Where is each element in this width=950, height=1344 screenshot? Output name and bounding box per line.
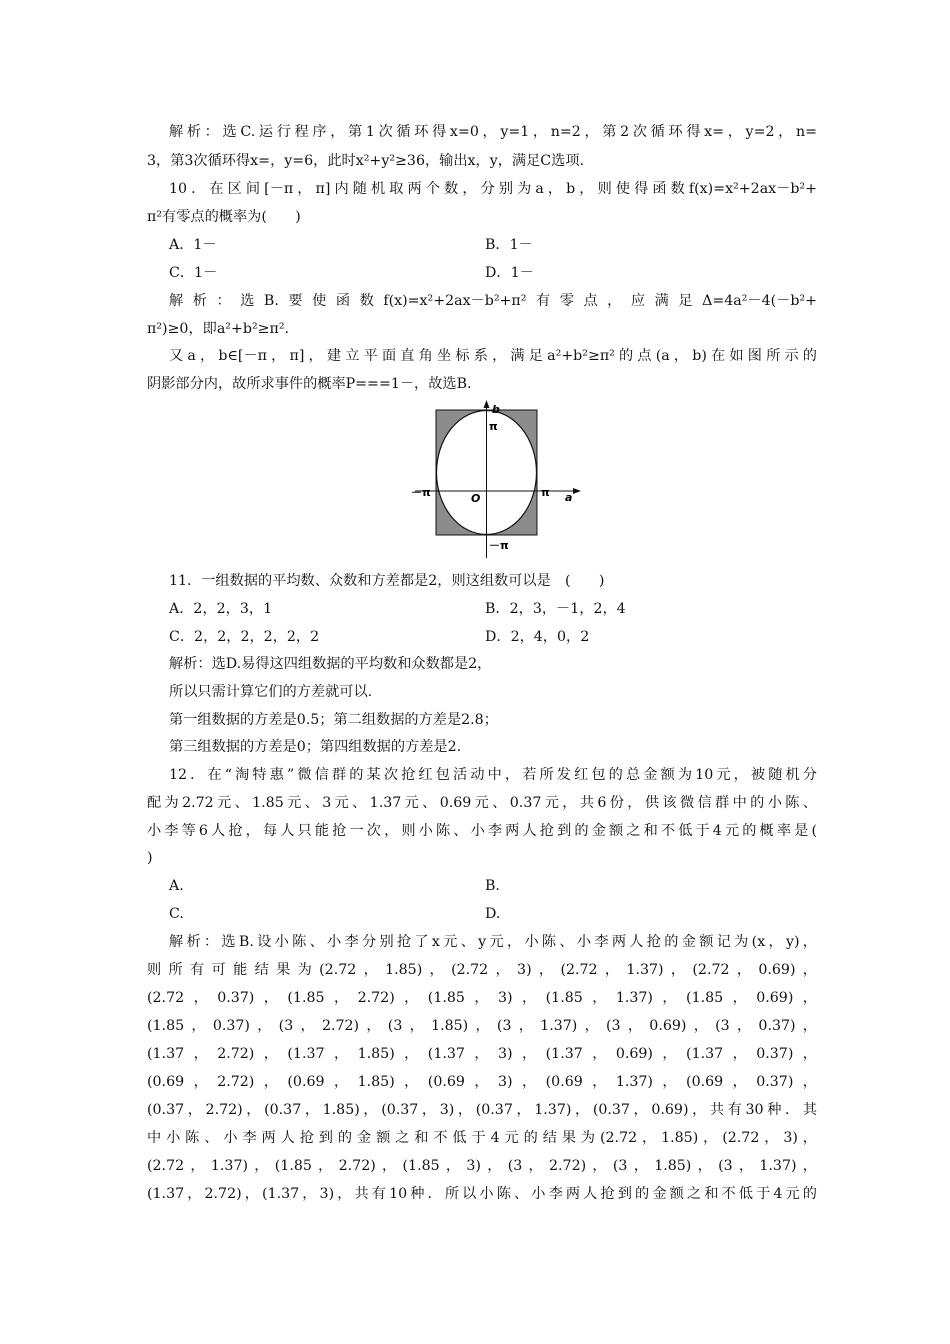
q12-solution-line-8: 中小陈、小李两人抢到的金额之和不低于4元的结果为(2.72，1.85)，(2.72，3)， xyxy=(147,1130,817,1146)
q12-solution-line-9: (2.72，1.37)，(1.85，2.72)，(1.85，3)，(3，2.72)，(3，1.85)，(3，1.37)， xyxy=(147,1158,817,1174)
q10-stem-line-2: π²有零点的概率为( ) xyxy=(147,209,301,225)
q12-solution-line-7: (0.37，2.72)，(0.37，1.85)，(0.37，3)，(0.37，1.37)，(0.37，0.69)，共有30种．其 xyxy=(147,1102,817,1118)
q10-option-d: D．1－ xyxy=(485,265,534,281)
label-origin: O xyxy=(471,492,481,505)
label-pi-top: π xyxy=(489,420,498,433)
q11-solution-line-1: 解析：选D.易得这四组数据的平均数和众数都是2， xyxy=(169,656,492,672)
q11-stem: 11．一组数据的平均数、众数和方差都是2，则这组数可以是 ( ) xyxy=(169,573,605,589)
q12-solution-line-2: 则所有可能结果为(2.72，1.85)，(2.72，3)，(2.72，1.37)，(2.72，0.69)， xyxy=(147,962,817,978)
q10-solution-line-1: 解析：选B.要使函数f(x)=x²+2ax－b²+π²有零点，应满足Δ=4a²－4(－b²+ xyxy=(169,293,817,309)
axis-label-b: b xyxy=(492,403,500,416)
q12-option-a: A. xyxy=(169,878,184,894)
b-axis-arrow-icon xyxy=(484,400,490,408)
q12-stem-line-2: 配为2.72元、1.85元、3元、1.37元、0.69元、0.37元，共6份，供该微信群中的小陈、 xyxy=(147,795,817,811)
q10-solution-line-3: 又a，b∈[－π，π]，建立平面直角坐标系，满足a²+b²≥π²的点(a，b)在如图所示的 xyxy=(169,348,817,364)
q12-option-b: B. xyxy=(485,878,500,894)
q10-solution-line-2: π²)≥0，即a²+b²≥π². xyxy=(147,321,290,337)
circle-square-figure xyxy=(405,398,590,563)
q10-option-b: B．1－ xyxy=(485,237,533,253)
label-neg-pi-bottom: －π xyxy=(489,539,509,552)
q12-option-d: D. xyxy=(485,906,501,922)
axis-label-a: a xyxy=(565,491,573,504)
q11-option-b: B．2，3，－1，2，4 xyxy=(485,601,626,617)
q12-option-c: C. xyxy=(169,906,184,922)
a-axis-arrow-icon xyxy=(573,488,581,494)
q12-solution-line-1: 解析：选B.设小陈、小李分别抢了x元、y元，小陈、小李两人抢的金额记为(x，y)， xyxy=(169,934,817,950)
q10-solution-line-4: 阴影部分内，故所求事件的概率P===1－，故选B. xyxy=(147,376,472,392)
q11-option-d: D．2，4，0，2 xyxy=(485,629,590,645)
q9-solution-line-2: 3，第3次循环得x=，y=6，此时x²+y²≥36，输出x，y，满足C选项. xyxy=(147,153,585,169)
q11-option-c: C．2，2，2，2，2，2 xyxy=(169,629,320,645)
label-neg-pi-left: －π xyxy=(411,486,431,499)
q12-solution-line-3: (2.72，0.37)，(1.85，2.72)，(1.85，3)，(1.85，1.37)，(1.85，0.69)， xyxy=(147,990,817,1006)
q10-stem-line-1: 10．在区间[－π，π]内随机取两个数，分别为a，b，则使得函数f(x)=x²+2ax－b²+ xyxy=(169,181,817,197)
q12-stem-line-3: 小李等6人抢，每人只能抢一次，则小陈、小李两人抢到的金额之和不低于4元的概率是( xyxy=(147,823,817,839)
q11-solution-line-2: 所以只需计算它们的方差就可以. xyxy=(169,684,373,700)
q10-option-a: A．1－ xyxy=(169,237,217,253)
q11-option-a: A．2，2，3，1 xyxy=(169,601,273,617)
q12-stem-line-1: 12．在“淘特惠”微信群的某次抢红包活动中，若所发红包的总金额为10元，被随机分 xyxy=(169,767,817,783)
q12-solution-line-5: (1.37，2.72)，(1.37，1.85)，(1.37，3)，(1.37，0.69)，(1.37，0.37)， xyxy=(147,1046,817,1062)
label-pi-right: π xyxy=(541,486,550,499)
q12-solution-line-4: (1.85，0.37)，(3，2.72)，(3，1.85)，(3，1.37)，(3，0.69)，(3，0.37)， xyxy=(147,1018,817,1034)
q9-solution-line-1: 解析：选C.运行程序，第1次循环得x=0，y=1，n=2，第2次循环得x=，y=2，n= xyxy=(169,124,817,140)
q12-solution-line-10: (1.37，2.72)，(1.37，3)，共有10种．所以小陈、小李两人抢到的金额之和不低于4元的 xyxy=(147,1186,817,1202)
q10-option-c: C．1－ xyxy=(169,265,218,281)
q11-solution-line-4: 第三组数据的方差是0；第四组数据的方差是2. xyxy=(169,739,462,755)
q12-solution-line-6: (0.69，2.72)，(0.69，1.85)，(0.69，3)，(0.69，1.37)，(0.69，0.37)， xyxy=(147,1074,817,1090)
q12-stem-line-4: ) xyxy=(147,850,153,866)
q11-solution-line-3: 第一组数据的方差是0.5；第二组数据的方差是2.8； xyxy=(169,712,498,728)
